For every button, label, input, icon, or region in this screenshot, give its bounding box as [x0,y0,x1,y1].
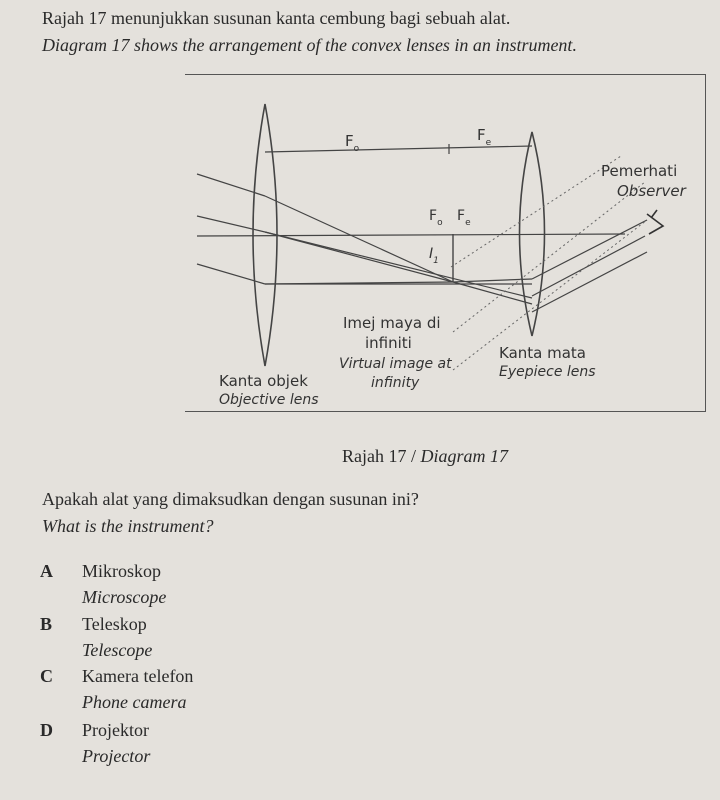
intro-text-english: Diagram 17 shows the arrangement of the convex lenses in an instrument. [42,35,577,55]
option-text-english: Telescope [82,640,153,660]
question-text-malay: Apakah alat yang dimaksudkan dengan susunan ini? [42,489,419,509]
option-text-malay: Teleskop [82,614,147,634]
virtual-ray [451,156,621,267]
option-text-english: Phone camera [82,692,187,712]
observer-eye-icon [647,210,663,234]
label-objective-malay: Kanta objek [219,372,308,390]
label-virtual-image-malay-1: Imej maya di [343,314,441,332]
label-fo-mid: $F_o$ [429,208,443,228]
option-text-english: Projector [82,746,151,766]
emerging-ray [532,252,647,312]
label-fe-mid: $F_e$ [457,208,471,228]
label-virtual-image-malay-2: infiniti [365,334,412,352]
option-text-malay: Kamera telefon [82,666,194,686]
option-letter: C [40,666,53,686]
label-virtual-image-english-2: infinity [371,375,420,391]
question-text-english: What is the instrument? [42,516,214,536]
label-fo-top: $F_o$ [345,132,360,154]
focal-length-line [265,146,532,152]
incoming-ray [197,216,265,232]
lens-diagram [185,74,705,410]
objective-lens [253,104,277,366]
label-eyepiece-malay: Kanta mata [499,344,586,362]
option-text-malay: Mikroskop [82,561,162,581]
label-virtual-image-english-1: Virtual image at [339,356,452,372]
label-observer-malay: Pemerhati [601,162,678,180]
caption-english: Diagram 17 [420,446,509,466]
emerging-ray [532,220,647,279]
diagram-caption [342,446,508,467]
option-text-english: Microscope [82,587,167,607]
label-objective-english: Objective lens [219,392,319,408]
label-eyepiece-english: Eyepiece lens [499,364,596,380]
option-letter: B [40,614,53,634]
label-observer-english: Observer [617,182,686,200]
label-fe-top: $F_e$ [477,126,492,148]
caption-malay: Rajah 17 / [342,446,416,466]
option-letter: A [40,561,53,581]
label-i1: $I_1$ [429,246,439,266]
virtual-ray [453,182,645,332]
emerging-ray [532,236,645,296]
principal-axis [197,234,625,236]
option-text-malay: Projektor [82,720,149,740]
option-letter: D [40,720,53,740]
intro-text-malay: Rajah 17 menunjukkan susunan kanta cembung bagi sebuah alat. [42,8,511,28]
